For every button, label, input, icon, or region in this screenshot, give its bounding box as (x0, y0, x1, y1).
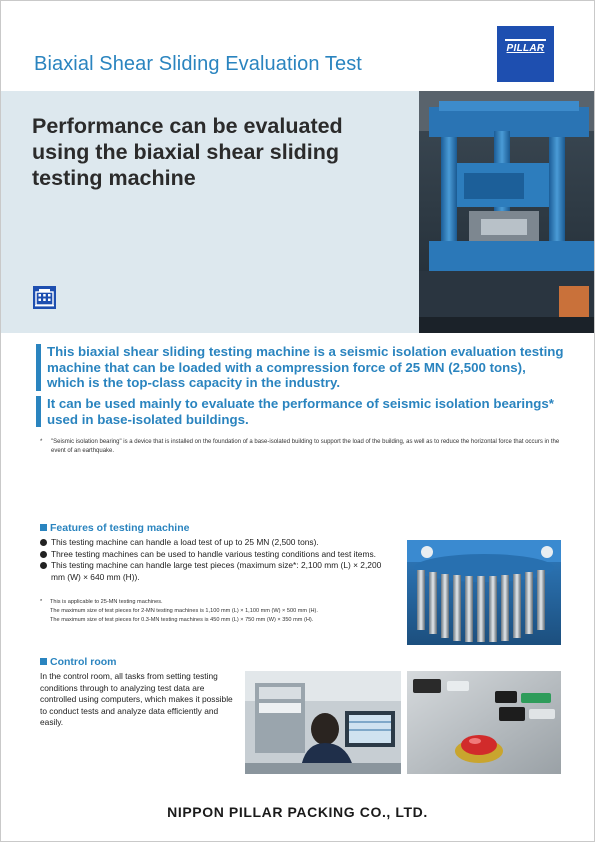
company-logo (497, 26, 554, 82)
bullet-icon (40, 551, 47, 558)
control-room-operator-photo (245, 671, 401, 774)
control-room-heading-text: Control room (50, 656, 117, 668)
lead-statement-1: This biaxial shear sliding testing machine is a seismic isolation evaluation testing machine that can be loaded with a compression force of 25 MN (2,500 tons), which is the top-class capacity in the industry. (36, 344, 566, 391)
lead-statement-2: It can be used mainly to evaluate the performance of seismic isolation bearings* used in base-isolated buildings. (36, 396, 566, 427)
hero-heading: Performance can be evaluated using the biaxial shear sliding testing machine (32, 114, 343, 190)
testing-machine-photo (419, 91, 594, 333)
footnote (40, 438, 565, 456)
feature-item-text: This testing machine can handle a load test of up to 25 MN (2,500 tons). (51, 537, 319, 547)
feature-item-text: Three testing machines can be used to handle various testing conditions and test items. (51, 548, 376, 559)
control-room-text: In the control room, all tasks from setting testing conditions through to analyzing test data are controlled using computers, which makes it possible to conduct tests and analyze data efficiently and easily. (40, 671, 233, 728)
feature-item-text: This testing machine can handle large test pieces (maximum size*: 2,100 mm (L) × 2,200 mm (W) × 640 mm (H)). (51, 560, 382, 582)
bullet-icon (40, 539, 47, 546)
features-heading-text: Features of testing machine (50, 522, 190, 534)
control-panel-photo (407, 671, 561, 774)
features-note: This is applicable to 25-MN testing machines. (50, 599, 163, 605)
logo-text: PILLAR (506, 43, 545, 54)
machine-detail-photo (407, 540, 561, 645)
feature-item (40, 537, 395, 549)
footnote-text: "Seismic isolation bearing" is a device that is installed on the foundation of a base-isolated building to support the load of the building, as well as to reduce the horizontal force that occurs in the event of an earthquake. (51, 439, 560, 454)
features-list (40, 537, 395, 583)
bullet-icon (40, 562, 47, 569)
company-name-footer: NIPPON PILLAR PACKING CO., LTD. (167, 804, 428, 820)
features-notes (40, 598, 400, 625)
building-icon (33, 286, 56, 309)
page-title: Biaxial Shear Sliding Evaluation Test (34, 53, 362, 75)
features-note-mark: * (40, 599, 43, 605)
square-bullet-icon (40, 524, 47, 531)
footnote-mark: * (40, 439, 43, 445)
header (1, 1, 594, 89)
hero-section (1, 91, 594, 333)
features-heading (40, 522, 189, 534)
feature-item (40, 549, 395, 561)
features-note: The maximum size of test pieces for 2-MN testing machines is 1,100 mm (L) × 1,100 mm (W) × 500 mm (H). (50, 608, 318, 614)
feature-item (40, 560, 395, 583)
square-bullet-icon (40, 658, 47, 665)
logo-bar (505, 39, 546, 41)
features-note: The maximum size of test pieces for 0.3-MN testing machines is 450 mm (L) × 750 mm (W) × 350 mm (H). (50, 617, 314, 623)
control-room-heading (40, 656, 117, 668)
